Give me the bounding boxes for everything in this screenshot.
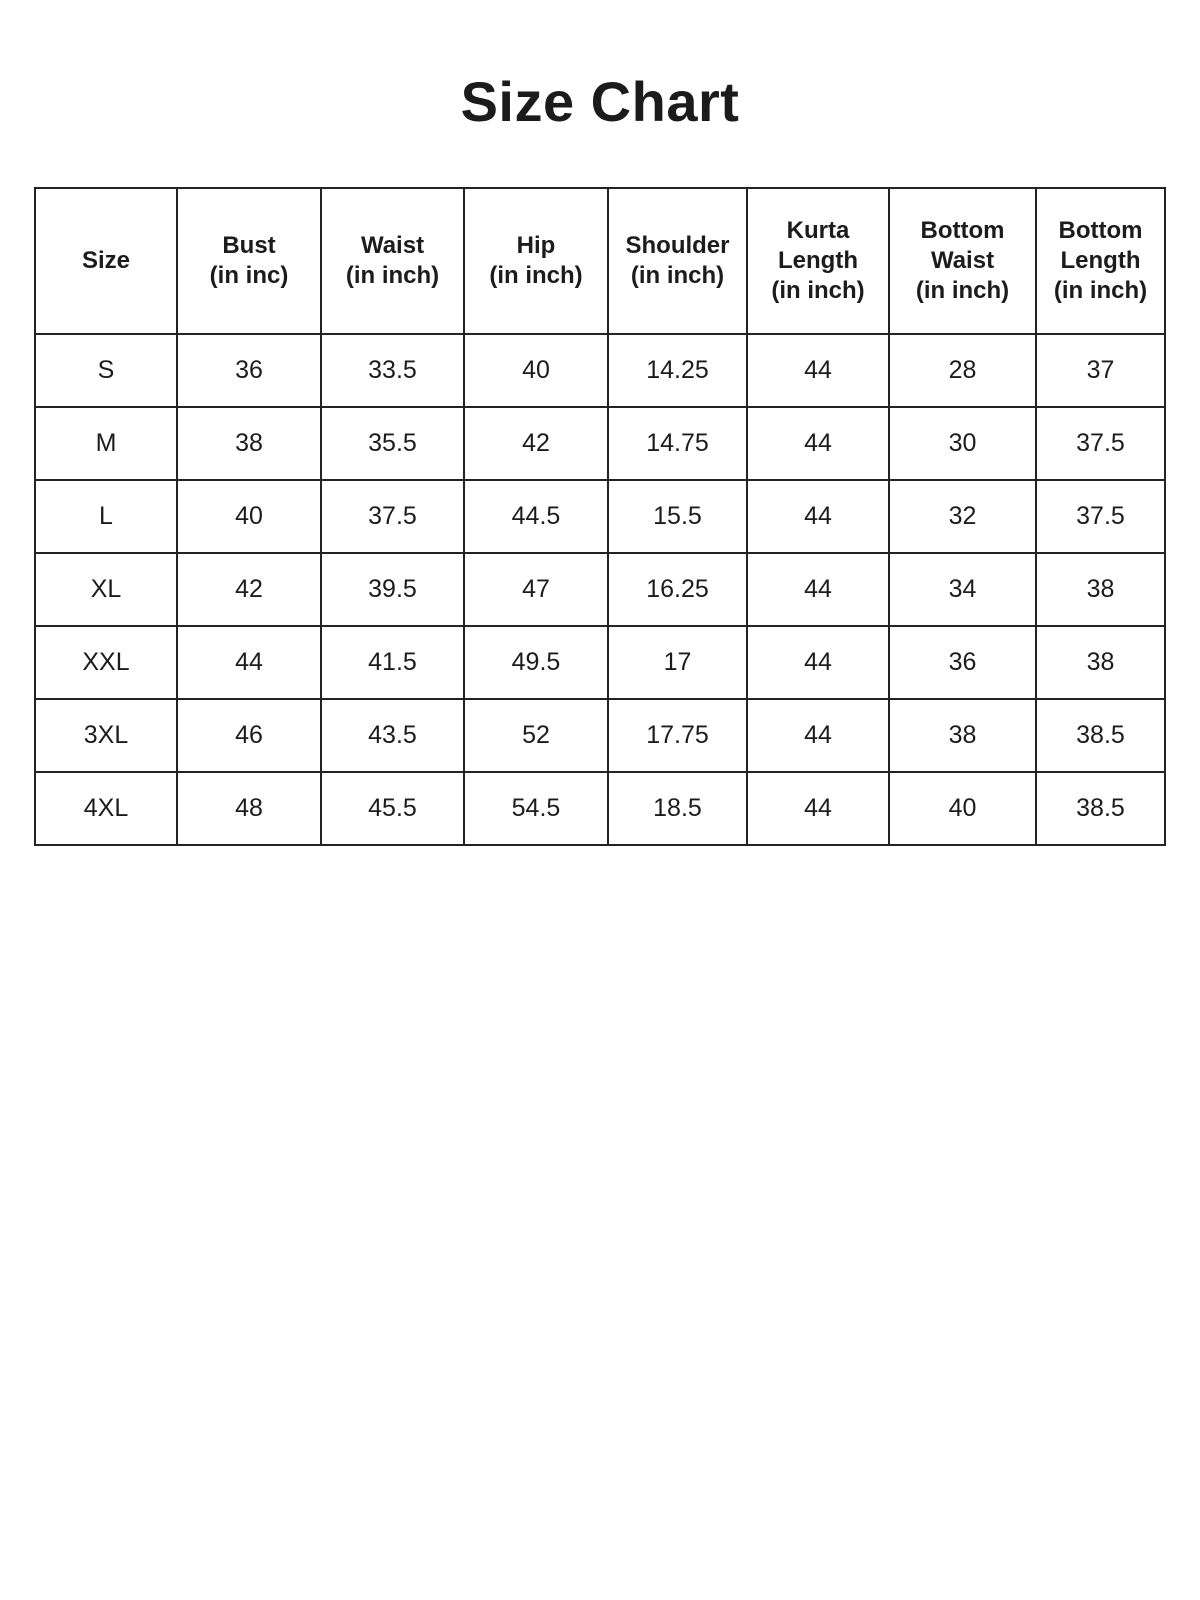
table-cell: 18.5	[608, 772, 747, 845]
table-cell: 38.5	[1036, 772, 1165, 845]
column-header-unit: (in inc)	[209, 262, 289, 290]
table-cell: 36	[889, 626, 1036, 699]
column-header-hip	[464, 188, 608, 334]
table-cell: 17	[608, 626, 747, 699]
table-cell: 17.75	[608, 699, 747, 772]
table-cell: 36	[177, 334, 321, 407]
table-cell: 37.5	[1036, 407, 1165, 480]
table-cell: 28	[889, 334, 1036, 407]
table-cell: 38	[177, 407, 321, 480]
table-cell: 45.5	[321, 772, 464, 845]
size-cell: XL	[35, 553, 177, 626]
table-cell: 44	[747, 772, 889, 845]
table-cell: 44	[747, 553, 889, 626]
size-cell: M	[35, 407, 177, 480]
column-header-label: Waist	[360, 232, 425, 260]
table-cell: 16.25	[608, 553, 747, 626]
size-cell: 4XL	[35, 772, 177, 845]
table-cell: 40	[464, 334, 608, 407]
column-header-label: Size	[81, 247, 131, 275]
column-header-bottom-length	[1036, 188, 1165, 334]
table-cell: 39.5	[321, 553, 464, 626]
table-row-s	[35, 334, 1165, 407]
column-header-waist	[321, 188, 464, 334]
table-cell: 44.5	[464, 480, 608, 553]
table-cell: 41.5	[321, 626, 464, 699]
table-cell: 40	[177, 480, 321, 553]
table-cell: 35.5	[321, 407, 464, 480]
table-header-row	[35, 188, 1165, 334]
table-cell: 37	[1036, 334, 1165, 407]
table-cell: 48	[177, 772, 321, 845]
table-cell: 44	[747, 626, 889, 699]
table-cell: 38.5	[1036, 699, 1165, 772]
table-row-3xl	[35, 699, 1165, 772]
table-cell: 46	[177, 699, 321, 772]
size-cell: XXL	[35, 626, 177, 699]
table-cell: 49.5	[464, 626, 608, 699]
column-header-shoulder	[608, 188, 747, 334]
table-cell: 14.75	[608, 407, 747, 480]
table-cell: 42	[177, 553, 321, 626]
column-header-label: Hip	[516, 232, 556, 260]
table-cell: 44	[747, 407, 889, 480]
size-cell: 3XL	[35, 699, 177, 772]
table-cell: 38	[889, 699, 1036, 772]
table-cell: 44	[747, 480, 889, 553]
table-row-xxl	[35, 626, 1165, 699]
column-header-unit: (in inch)	[345, 262, 440, 290]
table-cell: 37.5	[321, 480, 464, 553]
table-row-4xl	[35, 772, 1165, 845]
table-cell: 44	[747, 334, 889, 407]
table-cell: 44	[177, 626, 321, 699]
column-header-unit: (in inch)	[915, 277, 1010, 305]
column-header-unit: (in inch)	[771, 277, 865, 305]
table-cell: 44	[747, 699, 889, 772]
column-header-bottom-waist	[889, 188, 1036, 334]
column-header-label: Bottom Waist	[920, 217, 1005, 275]
column-header-unit: (in inch)	[1053, 277, 1148, 305]
column-header-unit: (in inch)	[489, 262, 583, 290]
table-cell: 30	[889, 407, 1036, 480]
column-header-label: Bust	[222, 232, 276, 260]
size-cell: S	[35, 334, 177, 407]
column-header-label: Bottom Length	[1058, 217, 1143, 275]
table-cell: 47	[464, 553, 608, 626]
size-chart-table	[34, 187, 1166, 846]
column-header-label: Kurta Length	[778, 217, 858, 275]
table-cell: 32	[889, 480, 1036, 553]
page-title: Size Chart	[460, 70, 740, 133]
table-cell: 14.25	[608, 334, 747, 407]
table-cell: 37.5	[1036, 480, 1165, 553]
column-header-bust	[177, 188, 321, 334]
column-header-unit: (in inch)	[630, 262, 725, 290]
table-cell: 33.5	[321, 334, 464, 407]
table-cell: 43.5	[321, 699, 464, 772]
table-cell: 52	[464, 699, 608, 772]
column-header-label: Shoulder	[625, 232, 730, 260]
table-cell: 15.5	[608, 480, 747, 553]
table-row-xl	[35, 553, 1165, 626]
table-cell: 38	[1036, 626, 1165, 699]
size-cell: L	[35, 480, 177, 553]
table-cell: 34	[889, 553, 1036, 626]
table-cell: 54.5	[464, 772, 608, 845]
table-cell: 40	[889, 772, 1036, 845]
column-header-size	[35, 188, 177, 334]
table-cell: 42	[464, 407, 608, 480]
table-row-m	[35, 407, 1165, 480]
table-row-l	[35, 480, 1165, 553]
table-cell: 38	[1036, 553, 1165, 626]
column-header-kurta-length	[747, 188, 889, 334]
